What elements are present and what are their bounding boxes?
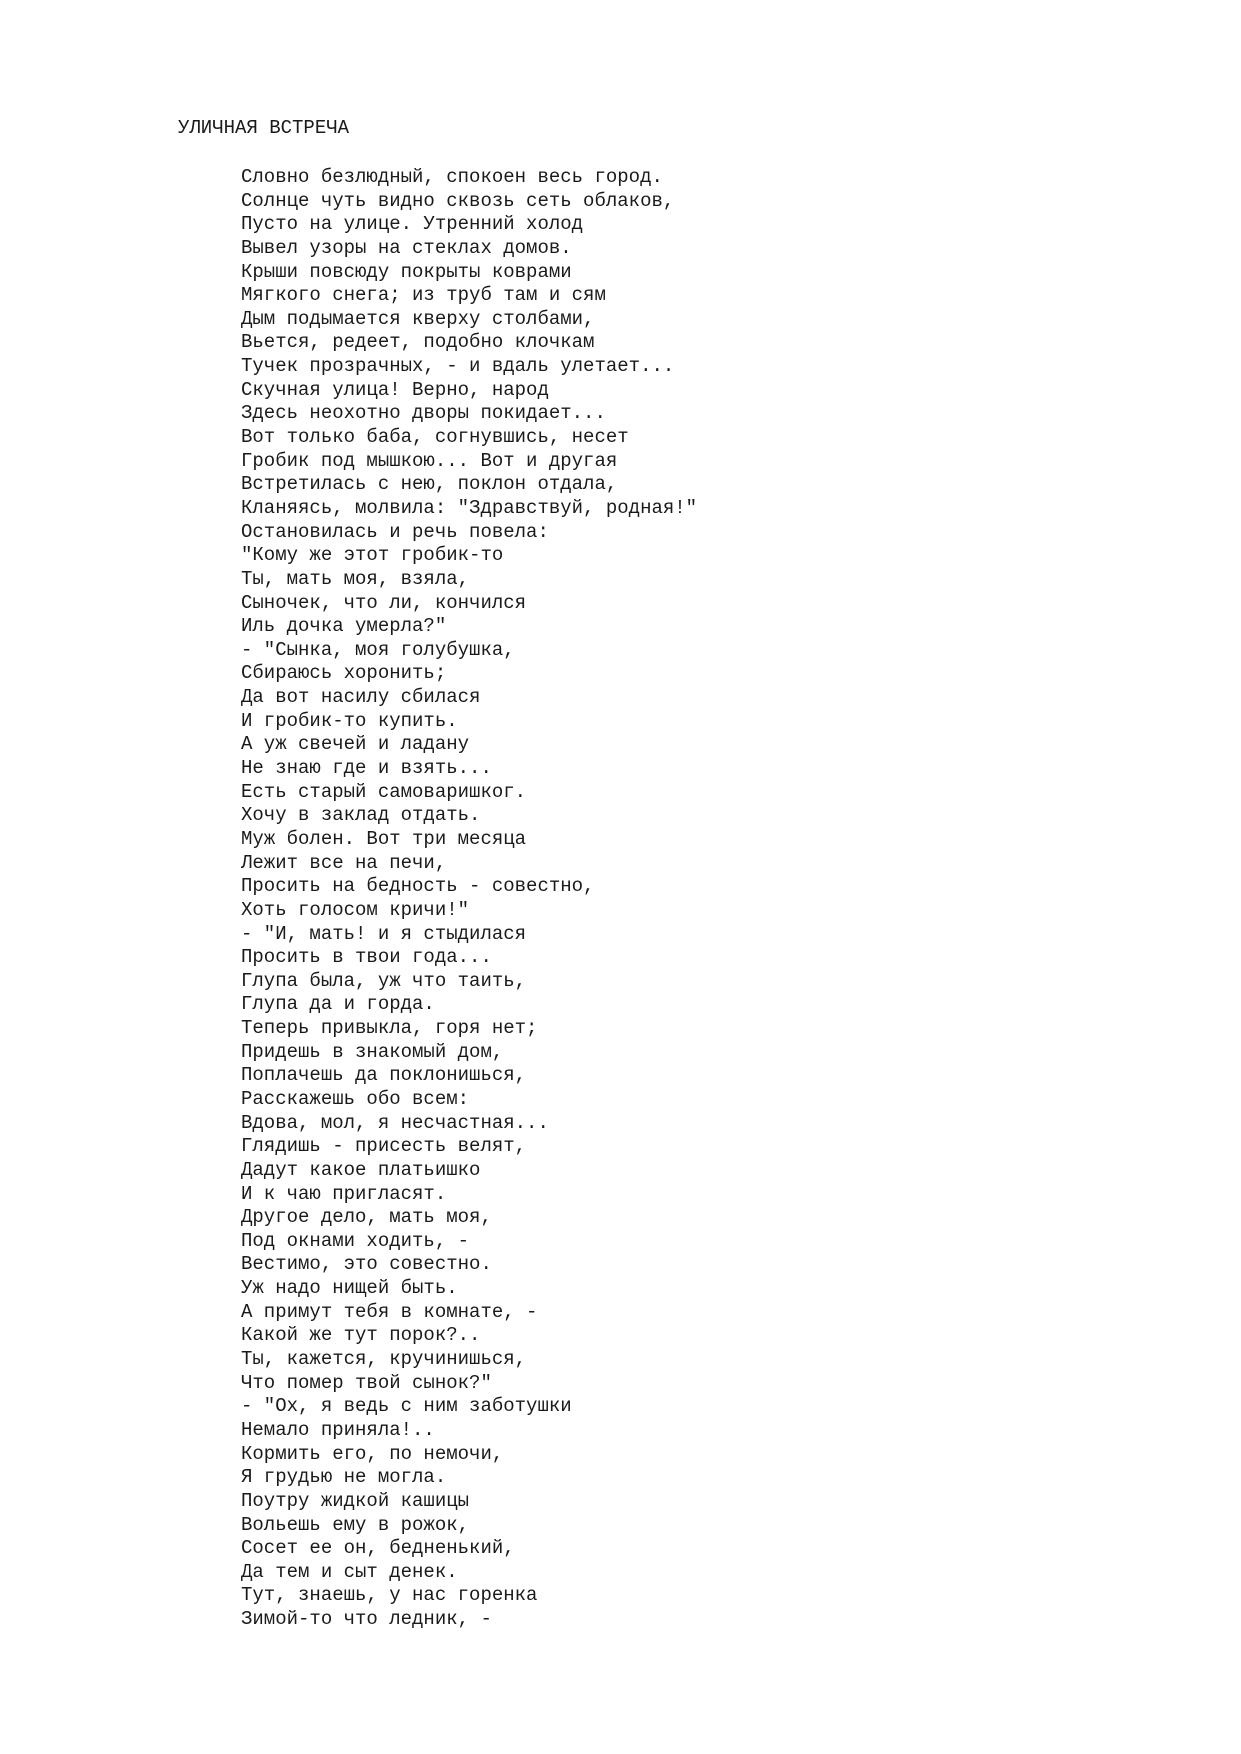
poem-line: Придешь в знакомый дом, bbox=[241, 1040, 504, 1063]
poem-line: Дадут какое платьишко bbox=[241, 1158, 481, 1181]
poem-line: Просить в твои года... bbox=[241, 946, 492, 969]
poem-line: Вот только баба, согнувшись, несет bbox=[241, 426, 629, 449]
poem-line: Сосет ее он, бедненький, bbox=[241, 1537, 515, 1560]
poem-line: И к чаю пригласят. bbox=[241, 1182, 447, 1205]
poem-line: Хочу в заклад отдать. bbox=[241, 804, 481, 827]
poem-line: Ты, кажется, кручинишься, bbox=[241, 1348, 527, 1371]
poem-line: Вьется, редеет, подобно клочкам bbox=[241, 331, 595, 354]
poem-line: Немало приняла!.. bbox=[241, 1418, 435, 1441]
poem-line: Вдова, мол, я несчастная... bbox=[241, 1111, 549, 1134]
poem-body bbox=[241, 166, 697, 1632]
poem-line: Я грудью не могла. bbox=[241, 1466, 447, 1489]
poem-line: Остановилась и речь повела: bbox=[241, 520, 549, 543]
poem-line: Ты, мать моя, взяла, bbox=[241, 567, 470, 590]
poem-line: "Кому же этот гробик-то bbox=[241, 544, 504, 567]
poem-line: Здесь неохотно дворы покидает... bbox=[241, 402, 606, 425]
poem-line: Поплачешь да поклонишься, bbox=[241, 1064, 527, 1087]
poem-line: Кланяясь, молвила: "Здравствуй, родная!" bbox=[241, 496, 698, 519]
poem-line: Муж болен. Вот три месяца bbox=[241, 827, 527, 850]
poem-line: Теперь привыкла, горя нет; bbox=[241, 1017, 538, 1040]
poem-line: Есть старый самоваришког. bbox=[241, 780, 527, 803]
poem-line: А уж свечей и ладану bbox=[241, 733, 470, 756]
poem-title: УЛИЧНАЯ ВСТРЕЧА bbox=[178, 117, 350, 139]
poem-line: Глупа да и горда. bbox=[241, 993, 435, 1016]
poem-line: Крыши повсюду покрыты коврами bbox=[241, 260, 572, 283]
poem-line: - "И, мать! и я стыдилася bbox=[241, 922, 527, 945]
poem-line: Скучная улица! Верно, народ bbox=[241, 378, 549, 401]
poem-line: Поутру жидкой кашицы bbox=[241, 1489, 470, 1512]
poem-line: Сыночек, что ли, кончился bbox=[241, 591, 527, 614]
poem-line: Пусто на улице. Утренний холод bbox=[241, 213, 584, 236]
poem-line: Под окнами ходить, - bbox=[241, 1229, 470, 1252]
poem-line: Хоть голосом кричи!" bbox=[241, 898, 470, 921]
poem-line: Что помер твой сынок?" bbox=[241, 1371, 492, 1394]
poem-line: Глядишь - присесть велят, bbox=[241, 1135, 527, 1158]
poem-line: Вольешь ему в рожок, bbox=[241, 1513, 470, 1536]
poem-line: Другое дело, мать моя, bbox=[241, 1206, 492, 1229]
poem-line: Да тем и сыт денек. bbox=[241, 1560, 458, 1583]
poem-line: Тучек прозрачных, - и вдаль улетает... bbox=[241, 355, 675, 378]
poem-line: Лежит все на печи, bbox=[241, 851, 447, 874]
poem-line: Мягкого снега; из труб там и сям bbox=[241, 284, 606, 307]
poem-line: Словно безлюдный, спокоен весь город. bbox=[241, 166, 663, 188]
poem-line: Какой же тут порок?.. bbox=[241, 1324, 481, 1347]
poem-line: А примут тебя в комнате, - bbox=[241, 1300, 538, 1323]
poem-line: Просить на бедность - совестно, bbox=[241, 875, 595, 898]
poem-line: Солнце чуть видно сквозь сеть облаков, bbox=[241, 189, 675, 212]
poem-line: Расскажешь обо всем: bbox=[241, 1087, 470, 1110]
poem-line: - "Ох, я ведь с ним заботушки bbox=[241, 1395, 572, 1418]
poem-line: Уж надо нищей быть. bbox=[241, 1277, 458, 1300]
poem-line: Вывел узоры на стеклах домов. bbox=[241, 236, 572, 259]
poem-line: Тут, знаешь, у нас горенка bbox=[241, 1584, 538, 1607]
poem-line: Кормить его, по немочи, bbox=[241, 1442, 504, 1465]
poem-line: Зимой-то что ледник, - bbox=[241, 1608, 492, 1631]
poem-line: Дым подымается кверху столбами, bbox=[241, 307, 595, 330]
poem-line: Не знаю где и взять... bbox=[241, 757, 492, 780]
poem-line: Гробик под мышкою... Вот и другая bbox=[241, 449, 618, 472]
poem-line: Сбираюсь хоронить; bbox=[241, 662, 447, 685]
poem-line: И гробик-то купить. bbox=[241, 709, 458, 732]
poem-line: Глупа была, уж что таить, bbox=[241, 969, 527, 992]
poem-line: Да вот насилу сбилася bbox=[241, 686, 481, 709]
poem-line: Иль дочка умерла?" bbox=[241, 615, 447, 638]
poem-line: - "Сынка, моя голубушка, bbox=[241, 638, 515, 661]
poem-line: Встретилась с нею, поклон отдала, bbox=[241, 473, 618, 496]
poem-line: Вестимо, это совестно. bbox=[241, 1253, 492, 1276]
